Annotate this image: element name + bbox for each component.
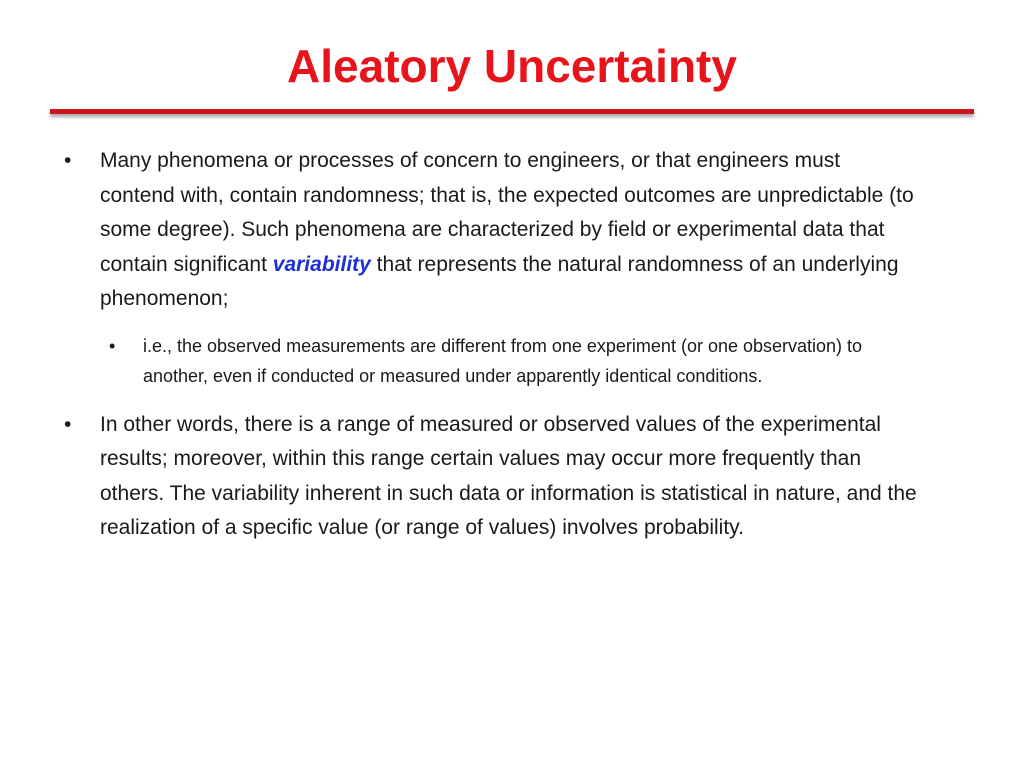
bullet-item — [60, 144, 920, 317]
emphasis-term: variability — [272, 252, 371, 276]
bullet-icon: • — [109, 335, 116, 356]
title-divider — [50, 109, 974, 114]
bullet-icon: • — [64, 149, 72, 172]
bullet-text: In other words, there is a range of measured or observed values of the experimental results; moreover, within this range certain values may occur more frequently than others. The variability inherent in such data or information is statistical in nature, and the realization of a specific value (or range of values) involves probability. — [100, 412, 917, 539]
bullet-text-start: Many phenomena or processes of concern to engineers, or that engineers must contend with, contain randomness; that is, the expected outcomes are unpredictable (to some degree). Such phenomena are characterized by field or experimental data that contain significant — [100, 149, 914, 276]
sub-bullet-text: i.e., the observed measurements are different from one experiment (or one observation) to another, even if conducted or measured under apparently identical conditions. — [143, 335, 863, 386]
slide-title: Aleatory Uncertainty — [287, 40, 737, 92]
bullet-text-end: that represents the natural randomness of an underlying phenomenon; — [100, 252, 899, 310]
sub-bullet-item — [105, 331, 920, 392]
bullet-item — [60, 408, 920, 546]
slide-body — [60, 144, 920, 560]
bullet-icon: • — [64, 412, 72, 436]
